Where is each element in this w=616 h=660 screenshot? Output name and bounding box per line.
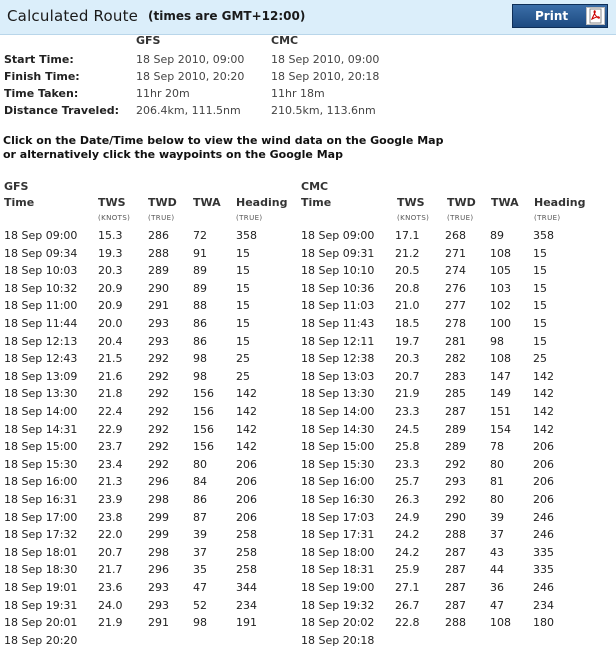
summary-gfs-value: 18 Sep 2010, 20:20 bbox=[136, 70, 245, 83]
cell-tws: 25.8 bbox=[395, 440, 420, 453]
cell-twa: 156 bbox=[193, 423, 214, 436]
waypoint-time-link[interactable]: 18 Sep 10:36 bbox=[301, 282, 375, 295]
cell-heading: 234 bbox=[236, 599, 257, 612]
cell-tws: 24.2 bbox=[395, 528, 420, 541]
cell-twa: 102 bbox=[490, 299, 511, 312]
tws-unit: (KNOTS) bbox=[397, 214, 430, 222]
cell-twa: 86 bbox=[193, 493, 207, 506]
waypoint-time-link[interactable]: 18 Sep 19:01 bbox=[4, 581, 78, 594]
instruction-line: Click on the Date/Time below to view the wind data on the Google Map bbox=[3, 134, 444, 147]
waypoint-time-link[interactable]: 18 Sep 15:00 bbox=[301, 440, 375, 453]
cell-heading: 246 bbox=[533, 511, 554, 524]
cell-heading: 15 bbox=[533, 264, 547, 277]
col-header-tws: TWS bbox=[397, 196, 425, 209]
waypoint-time-link[interactable]: 18 Sep 17:00 bbox=[4, 511, 78, 524]
cell-twd: 292 bbox=[148, 423, 169, 436]
summary-gfs-value: 11hr 20m bbox=[136, 87, 190, 100]
waypoint-time-link[interactable]: 18 Sep 18:30 bbox=[4, 563, 78, 576]
heading-unit: (TRUE) bbox=[534, 214, 561, 222]
cell-tws: 23.6 bbox=[98, 581, 123, 594]
cell-twd: 293 bbox=[148, 335, 169, 348]
cell-tws: 20.0 bbox=[98, 317, 123, 330]
summary-cmc-value: 210.5km, 113.6nm bbox=[271, 104, 376, 117]
cell-twa: 88 bbox=[193, 299, 207, 312]
waypoint-time-link[interactable]: 18 Sep 19:32 bbox=[301, 599, 375, 612]
col-header-time: Time bbox=[301, 196, 332, 209]
cell-heading: 142 bbox=[236, 405, 257, 418]
cell-twa: 39 bbox=[490, 511, 504, 524]
cell-heading: 206 bbox=[533, 440, 554, 453]
cell-twa: 98 bbox=[193, 370, 207, 383]
cell-tws: 24.2 bbox=[395, 546, 420, 559]
cell-twd: 285 bbox=[445, 387, 466, 400]
cell-twa: 89 bbox=[193, 264, 207, 277]
map-instructions bbox=[3, 134, 443, 162]
waypoint-time-link[interactable]: 18 Sep 13:03 bbox=[301, 370, 375, 383]
cell-tws: 20.9 bbox=[98, 282, 123, 295]
waypoint-time-link[interactable]: 18 Sep 20:20 bbox=[4, 634, 78, 647]
cell-twd: 293 bbox=[148, 599, 169, 612]
waypoint-time-link[interactable]: 18 Sep 18:01 bbox=[4, 546, 78, 559]
cell-twd: 274 bbox=[445, 264, 466, 277]
cell-tws: 27.1 bbox=[395, 581, 420, 594]
cell-twd: 292 bbox=[148, 387, 169, 400]
cell-twa: 98 bbox=[193, 616, 207, 629]
cell-twa: 36 bbox=[490, 581, 504, 594]
cell-tws: 23.8 bbox=[98, 511, 123, 524]
cell-twa: 108 bbox=[490, 247, 511, 260]
cell-twa: 47 bbox=[193, 581, 207, 594]
cell-tws: 20.7 bbox=[98, 546, 123, 559]
cell-twd: 278 bbox=[445, 317, 466, 330]
waypoint-time-link[interactable]: 18 Sep 09:31 bbox=[301, 247, 375, 260]
cell-tws: 20.9 bbox=[98, 299, 123, 312]
cell-tws: 23.3 bbox=[395, 405, 420, 418]
cell-twa: 81 bbox=[490, 475, 504, 488]
cell-heading: 258 bbox=[236, 546, 257, 559]
waypoint-time-link[interactable]: 18 Sep 19:31 bbox=[4, 599, 78, 612]
cell-twa: 103 bbox=[490, 282, 511, 295]
cell-twa: 47 bbox=[490, 599, 504, 612]
cell-twa: 98 bbox=[193, 352, 207, 365]
cell-tws: 21.9 bbox=[98, 616, 123, 629]
cell-heading: 358 bbox=[533, 229, 554, 242]
waypoint-time-link[interactable]: 18 Sep 19:00 bbox=[301, 581, 375, 594]
cell-tws: 21.8 bbox=[98, 387, 123, 400]
cell-twd: 288 bbox=[445, 616, 466, 629]
cell-twd: 292 bbox=[148, 352, 169, 365]
cell-twa: 84 bbox=[193, 475, 207, 488]
cell-tws: 21.0 bbox=[395, 299, 420, 312]
cell-twd: 281 bbox=[445, 335, 466, 348]
cell-twd: 292 bbox=[445, 458, 466, 471]
cell-twd: 288 bbox=[445, 528, 466, 541]
cell-heading: 358 bbox=[236, 229, 257, 242]
cell-heading: 142 bbox=[236, 440, 257, 453]
waypoint-time-link[interactable]: 18 Sep 18:00 bbox=[301, 546, 375, 559]
cell-tws: 24.9 bbox=[395, 511, 420, 524]
cell-twd: 296 bbox=[148, 563, 169, 576]
waypoint-time-link[interactable]: 18 Sep 12:38 bbox=[301, 352, 375, 365]
waypoint-time-link[interactable]: 18 Sep 20:02 bbox=[301, 616, 375, 629]
cell-twd: 287 bbox=[445, 405, 466, 418]
cell-heading: 246 bbox=[533, 528, 554, 541]
cell-tws: 20.4 bbox=[98, 335, 123, 348]
cell-tws: 22.0 bbox=[98, 528, 123, 541]
cell-tws: 21.7 bbox=[98, 563, 123, 576]
cell-twd: 271 bbox=[445, 247, 466, 260]
cell-twd: 286 bbox=[148, 229, 169, 242]
waypoint-time-link[interactable]: 18 Sep 16:30 bbox=[301, 493, 375, 506]
cell-twa: 87 bbox=[193, 511, 207, 524]
cell-tws: 21.3 bbox=[98, 475, 123, 488]
waypoint-time-link[interactable]: 18 Sep 15:30 bbox=[4, 458, 78, 471]
cell-twa: 100 bbox=[490, 317, 511, 330]
cell-heading: 234 bbox=[533, 599, 554, 612]
col-header-time: Time bbox=[4, 196, 35, 209]
cell-twd: 298 bbox=[148, 493, 169, 506]
cell-twa: 149 bbox=[490, 387, 511, 400]
cell-twd: 291 bbox=[148, 616, 169, 629]
waypoint-time-link[interactable]: 18 Sep 17:03 bbox=[301, 511, 375, 524]
cell-twd: 299 bbox=[148, 528, 169, 541]
cell-heading: 142 bbox=[533, 405, 554, 418]
cell-heading: 335 bbox=[533, 563, 554, 576]
cell-twa: 80 bbox=[490, 458, 504, 471]
cell-twa: 108 bbox=[490, 352, 511, 365]
cell-heading: 258 bbox=[236, 528, 257, 541]
cell-tws: 18.5 bbox=[395, 317, 420, 330]
cell-tws: 23.7 bbox=[98, 440, 123, 453]
waypoint-time-link[interactable]: 18 Sep 11:00 bbox=[4, 299, 78, 312]
waypoint-time-link[interactable]: 18 Sep 13:30 bbox=[301, 387, 375, 400]
waypoint-time-link[interactable]: 18 Sep 14:31 bbox=[4, 423, 78, 436]
col-header-heading: Heading bbox=[236, 196, 288, 209]
cell-tws: 17.1 bbox=[395, 229, 420, 242]
cell-twd: 298 bbox=[148, 546, 169, 559]
cell-tws: 19.7 bbox=[395, 335, 420, 348]
waypoint-time-link[interactable]: 18 Sep 09:00 bbox=[4, 229, 78, 242]
waypoint-time-link[interactable]: 18 Sep 12:13 bbox=[4, 335, 78, 348]
cell-tws: 23.9 bbox=[98, 493, 123, 506]
col-header-twd: TWD bbox=[148, 196, 177, 209]
cell-tws: 23.3 bbox=[395, 458, 420, 471]
cell-heading: 246 bbox=[533, 581, 554, 594]
cell-heading: 206 bbox=[236, 511, 257, 524]
cell-tws: 20.3 bbox=[395, 352, 420, 365]
cell-heading: 142 bbox=[533, 423, 554, 436]
cell-twa: 37 bbox=[193, 546, 207, 559]
waypoint-time-link[interactable]: 18 Sep 11:44 bbox=[4, 317, 78, 330]
waypoint-time-link[interactable]: 18 Sep 14:30 bbox=[301, 423, 375, 436]
summary-gfs-value: 18 Sep 2010, 09:00 bbox=[136, 53, 245, 66]
waypoint-time-link[interactable]: 18 Sep 15:30 bbox=[301, 458, 375, 471]
instruction-line: or alternatively click the waypoints on the Google Map bbox=[3, 148, 343, 161]
print-button[interactable] bbox=[512, 4, 608, 28]
cell-twd: 291 bbox=[148, 299, 169, 312]
cell-twd: 292 bbox=[445, 493, 466, 506]
cell-twd: 293 bbox=[148, 317, 169, 330]
cell-tws: 21.2 bbox=[395, 247, 420, 260]
col-header-tws: TWS bbox=[98, 196, 126, 209]
cell-twa: 156 bbox=[193, 387, 214, 400]
cell-twa: 86 bbox=[193, 335, 207, 348]
cell-tws: 24.5 bbox=[395, 423, 420, 436]
cell-heading: 206 bbox=[236, 475, 257, 488]
cell-heading: 25 bbox=[236, 370, 250, 383]
cell-twa: 154 bbox=[490, 423, 511, 436]
cell-twd: 277 bbox=[445, 299, 466, 312]
waypoint-time-link[interactable]: 18 Sep 11:03 bbox=[301, 299, 375, 312]
waypoint-time-link[interactable]: 18 Sep 20:01 bbox=[4, 616, 78, 629]
cell-heading: 335 bbox=[533, 546, 554, 559]
cell-twa: 78 bbox=[490, 440, 504, 453]
cell-twa: 89 bbox=[193, 282, 207, 295]
cell-twd: 287 bbox=[445, 581, 466, 594]
cell-twa: 86 bbox=[193, 317, 207, 330]
cell-heading: 206 bbox=[236, 493, 257, 506]
timezone-note: (times are GMT+12:00) bbox=[148, 9, 306, 23]
cell-twa: 37 bbox=[490, 528, 504, 541]
cell-twd: 290 bbox=[445, 511, 466, 524]
cell-tws: 20.3 bbox=[98, 264, 123, 277]
cell-heading: 15 bbox=[236, 264, 250, 277]
cell-twa: 35 bbox=[193, 563, 207, 576]
cell-heading: 206 bbox=[533, 493, 554, 506]
summary-cmc-value: 18 Sep 2010, 09:00 bbox=[271, 53, 380, 66]
cell-twa: 147 bbox=[490, 370, 511, 383]
cell-heading: 142 bbox=[533, 387, 554, 400]
cell-twa: 44 bbox=[490, 563, 504, 576]
cell-twa: 80 bbox=[193, 458, 207, 471]
cell-heading: 15 bbox=[533, 282, 547, 295]
cell-twa: 98 bbox=[490, 335, 504, 348]
cell-tws: 21.9 bbox=[395, 387, 420, 400]
waypoint-time-link[interactable]: 18 Sep 14:00 bbox=[4, 405, 78, 418]
cell-twd: 289 bbox=[148, 264, 169, 277]
waypoint-time-link[interactable]: 18 Sep 09:34 bbox=[4, 247, 78, 260]
cell-heading: 25 bbox=[533, 352, 547, 365]
cell-twa: 43 bbox=[490, 546, 504, 559]
print-label: Print bbox=[535, 9, 569, 23]
waypoint-time-link[interactable]: 18 Sep 10:03 bbox=[4, 264, 78, 277]
cell-twd: 290 bbox=[148, 282, 169, 295]
waypoint-time-link[interactable]: 18 Sep 16:00 bbox=[4, 475, 78, 488]
cell-twd: 296 bbox=[148, 475, 169, 488]
cell-heading: 15 bbox=[533, 247, 547, 260]
cell-tws: 21.6 bbox=[98, 370, 123, 383]
cell-twd: 292 bbox=[148, 440, 169, 453]
cell-twd: 282 bbox=[445, 352, 466, 365]
cell-heading: 25 bbox=[236, 352, 250, 365]
summary-gfs-value: 206.4km, 111.5nm bbox=[136, 104, 241, 117]
summary-cmc-value: 11hr 18m bbox=[271, 87, 325, 100]
waypoint-time-link[interactable]: 18 Sep 16:00 bbox=[301, 475, 375, 488]
cell-twa: 108 bbox=[490, 616, 511, 629]
waypoint-time-link[interactable]: 18 Sep 10:32 bbox=[4, 282, 78, 295]
cell-tws: 15.3 bbox=[98, 229, 123, 242]
cell-heading: 344 bbox=[236, 581, 257, 594]
summary-label: Distance Traveled: bbox=[4, 104, 120, 117]
cell-twa: 80 bbox=[490, 493, 504, 506]
cell-twa: 91 bbox=[193, 247, 207, 260]
cell-tws: 20.5 bbox=[395, 264, 420, 277]
waypoint-time-link[interactable]: 18 Sep 16:31 bbox=[4, 493, 78, 506]
cell-twa: 39 bbox=[193, 528, 207, 541]
cell-heading: 15 bbox=[236, 299, 250, 312]
cell-tws: 26.3 bbox=[395, 493, 420, 506]
page-title: Calculated Route bbox=[7, 7, 139, 25]
waypoint-time-link[interactable]: 18 Sep 11:43 bbox=[301, 317, 375, 330]
cell-tws: 23.4 bbox=[98, 458, 123, 471]
twd-unit: (TRUE) bbox=[447, 214, 474, 222]
waypoint-time-link[interactable]: 18 Sep 15:00 bbox=[4, 440, 78, 453]
cell-heading: 142 bbox=[236, 423, 257, 436]
cell-heading: 15 bbox=[533, 317, 547, 330]
cell-tws: 25.9 bbox=[395, 563, 420, 576]
waypoint-time-link[interactable]: 18 Sep 13:09 bbox=[4, 370, 78, 383]
cell-heading: 15 bbox=[236, 335, 250, 348]
waypoint-time-link[interactable]: 18 Sep 17:32 bbox=[4, 528, 78, 541]
cell-heading: 142 bbox=[533, 370, 554, 383]
cell-twd: 288 bbox=[148, 247, 169, 260]
twd-unit: (TRUE) bbox=[148, 214, 175, 222]
cell-twa: 105 bbox=[490, 264, 511, 277]
cell-twd: 289 bbox=[445, 423, 466, 436]
cell-heading: 258 bbox=[236, 563, 257, 576]
cell-heading: 180 bbox=[533, 616, 554, 629]
col-header-twa: TWA bbox=[491, 196, 519, 209]
cell-twd: 299 bbox=[148, 511, 169, 524]
col-header-heading: Heading bbox=[534, 196, 586, 209]
cell-tws: 20.8 bbox=[395, 282, 420, 295]
cell-tws: 24.0 bbox=[98, 599, 123, 612]
cell-heading: 191 bbox=[236, 616, 257, 629]
waypoint-time-link[interactable]: 18 Sep 18:31 bbox=[301, 563, 375, 576]
cell-twd: 292 bbox=[148, 370, 169, 383]
cell-twd: 293 bbox=[148, 581, 169, 594]
cell-twa: 52 bbox=[193, 599, 207, 612]
heading-unit: (TRUE) bbox=[236, 214, 263, 222]
waypoint-time-link[interactable]: 18 Sep 09:00 bbox=[301, 229, 375, 242]
cell-twd: 287 bbox=[445, 563, 466, 576]
cell-heading: 15 bbox=[236, 282, 250, 295]
cell-tws: 26.7 bbox=[395, 599, 420, 612]
cell-tws: 22.8 bbox=[395, 616, 420, 629]
cmc-model-label: CMC bbox=[301, 180, 329, 193]
cell-twd: 292 bbox=[148, 405, 169, 418]
cell-twa: 156 bbox=[193, 440, 214, 453]
cell-twa: 156 bbox=[193, 405, 214, 418]
cell-twd: 293 bbox=[445, 475, 466, 488]
waypoint-time-link[interactable]: 18 Sep 12:43 bbox=[4, 352, 78, 365]
cell-heading: 206 bbox=[533, 475, 554, 488]
pdf-icon bbox=[586, 7, 605, 25]
cell-heading: 206 bbox=[236, 458, 257, 471]
summary-label: Time Taken: bbox=[4, 87, 79, 100]
cell-heading: 15 bbox=[236, 247, 250, 260]
waypoint-time-link[interactable]: 18 Sep 20:18 bbox=[301, 634, 375, 647]
waypoint-time-link[interactable]: 18 Sep 13:30 bbox=[4, 387, 78, 400]
summary-label: Finish Time: bbox=[4, 70, 80, 83]
cell-heading: 15 bbox=[533, 335, 547, 348]
waypoint-time-link[interactable]: 18 Sep 10:10 bbox=[301, 264, 375, 277]
cell-twd: 287 bbox=[445, 599, 466, 612]
waypoint-time-link[interactable]: 18 Sep 12:11 bbox=[301, 335, 375, 348]
cell-twd: 287 bbox=[445, 546, 466, 559]
summary-cmc-value: 18 Sep 2010, 20:18 bbox=[271, 70, 380, 83]
col-header-twd: TWD bbox=[447, 196, 476, 209]
cell-twd: 292 bbox=[148, 458, 169, 471]
cell-twd: 283 bbox=[445, 370, 466, 383]
header-bar bbox=[0, 0, 616, 35]
cell-twa: 151 bbox=[490, 405, 511, 418]
cell-tws: 19.3 bbox=[98, 247, 123, 260]
cell-heading: 15 bbox=[533, 299, 547, 312]
cell-tws: 20.7 bbox=[395, 370, 420, 383]
cell-tws: 21.5 bbox=[98, 352, 123, 365]
waypoint-time-link[interactable]: 18 Sep 14:00 bbox=[301, 405, 375, 418]
tws-unit: (KNOTS) bbox=[98, 214, 131, 222]
cell-tws: 22.4 bbox=[98, 405, 123, 418]
waypoint-time-link[interactable]: 18 Sep 17:31 bbox=[301, 528, 375, 541]
cell-heading: 15 bbox=[236, 317, 250, 330]
summary-model-gfs: GFS bbox=[136, 34, 161, 47]
col-header-twa: TWA bbox=[193, 196, 221, 209]
cell-twd: 289 bbox=[445, 440, 466, 453]
cell-tws: 25.7 bbox=[395, 475, 420, 488]
cell-heading: 206 bbox=[533, 458, 554, 471]
cell-twa: 89 bbox=[490, 229, 504, 242]
cell-twd: 268 bbox=[445, 229, 466, 242]
gfs-model-label: GFS bbox=[4, 180, 29, 193]
cell-twd: 276 bbox=[445, 282, 466, 295]
summary-label: Start Time: bbox=[4, 53, 74, 66]
summary-model-cmc: CMC bbox=[271, 34, 299, 47]
cell-heading: 142 bbox=[236, 387, 257, 400]
cell-twa: 72 bbox=[193, 229, 207, 242]
cell-tws: 22.9 bbox=[98, 423, 123, 436]
